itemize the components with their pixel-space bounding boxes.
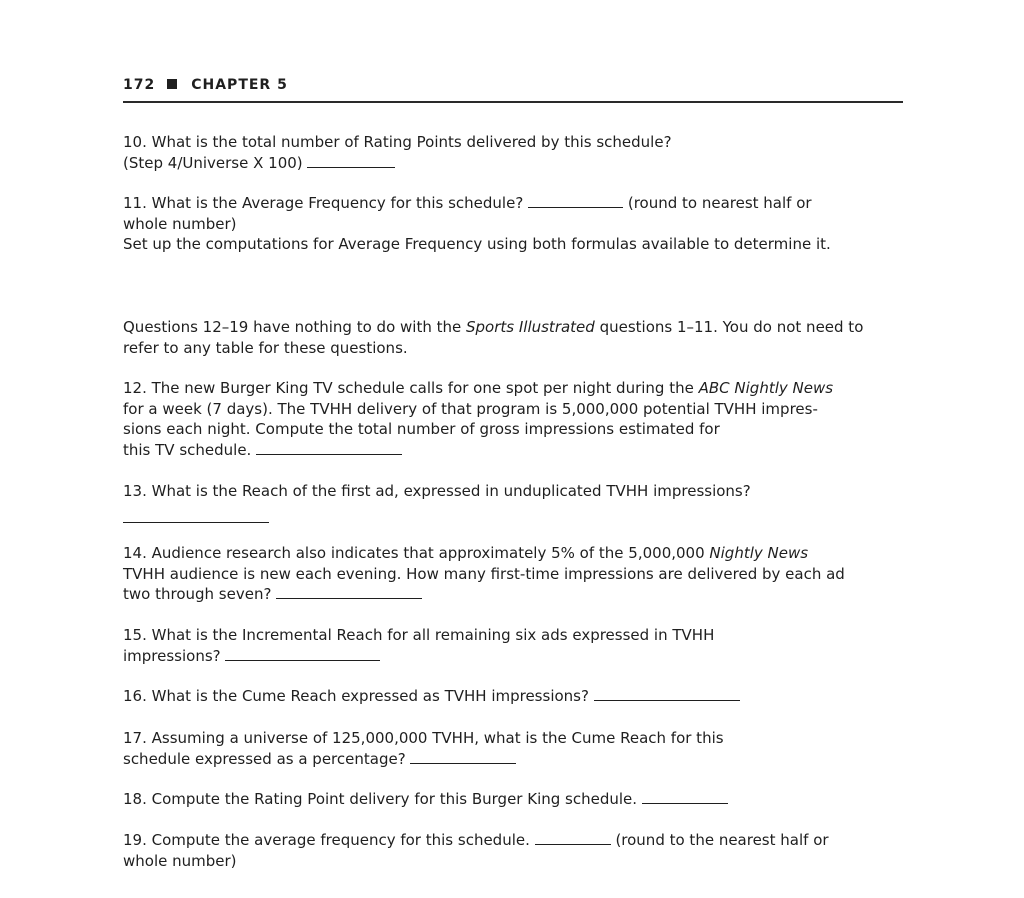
q14-answer-blank[interactable]	[276, 584, 422, 599]
q12-line1a: 12. The new Burger King TV schedule calls for one spot per night during the	[123, 379, 699, 397]
q16-line1: 16. What is the Cume Reach expressed as TVHH impressions?	[123, 687, 589, 705]
intro-line2: refer to any table for these questions.	[123, 338, 408, 357]
intro-part1: Questions 12–19 have nothing to do with the	[123, 318, 466, 336]
page-header	[123, 77, 903, 103]
question-18	[123, 789, 913, 810]
q17-answer-blank[interactable]	[410, 749, 516, 764]
question-17	[123, 728, 913, 769]
q10-line2: (Step 4/Universe X 100)	[123, 153, 303, 172]
q17-line2: schedule expressed as a percentage?	[123, 749, 406, 768]
q11-line1b: (round to nearest half or	[627, 194, 812, 212]
question-13	[123, 481, 913, 523]
q17-line1: 17. Assuming a universe of 125,000,000 TVHH, what is the Cume Reach for this	[123, 729, 724, 747]
q19-line1a: 19. Compute the average frequency for this schedule.	[123, 831, 530, 849]
q13-line1: 13. What is the Reach of the first ad, expressed in unduplicated TVHH impressions?	[123, 482, 751, 500]
q11-line2: whole number)	[123, 214, 237, 233]
question-19	[123, 830, 913, 871]
q16-answer-blank[interactable]	[594, 686, 740, 701]
q15-line1: 15. What is the Incremental Reach for all remaining six ads expressed in TVHH	[123, 626, 715, 644]
q12-line3: sions each night. Compute the total number of gross impressions estimated for	[123, 420, 720, 438]
q12-line1-italic: ABC Nightly News	[698, 379, 834, 397]
q18-line1: 18. Compute the Rating Point delivery for this Burger King schedule.	[123, 790, 638, 808]
question-16	[123, 686, 913, 707]
page-number: 172	[123, 77, 156, 93]
q14-line1-italic: Nightly News	[709, 544, 809, 562]
q12-line4: this TV schedule.	[123, 440, 252, 459]
question-10	[123, 132, 913, 173]
intro-italic: Sports Illustrated	[466, 318, 595, 336]
q14-line1a: 14. Audience research also indicates that approximately 5% of the 5,000,000	[123, 544, 710, 562]
intro-note	[123, 317, 913, 358]
q10-answer-blank[interactable]	[307, 153, 395, 168]
question-14	[123, 543, 913, 605]
square-bullet-icon	[167, 79, 177, 89]
q12-answer-blank[interactable]	[256, 440, 402, 455]
q15-line2: impressions?	[123, 646, 221, 665]
q12-line2: for a week (7 days). The TVHH delivery of that program is 5,000,000 potential TVHH impres-	[123, 399, 818, 418]
question-12	[123, 378, 913, 460]
q19-line1b: (round to the nearest half or	[615, 831, 829, 849]
intro-part2: questions 1–11. You do not need to	[594, 318, 864, 336]
q18-answer-blank[interactable]	[642, 789, 728, 804]
q19-answer-blank[interactable]	[535, 830, 611, 845]
q10-line1: 10. What is the total number of Rating Points delivered by this schedule?	[123, 133, 672, 151]
chapter-title: CHAPTER 5	[191, 77, 288, 93]
q11-line3: Set up the computations for Average Frequency using both formulas available to determine it.	[123, 235, 831, 253]
q15-answer-blank[interactable]	[225, 646, 380, 661]
q14-line2: TVHH audience is new each evening. How many first-time impressions are delivered by each ad	[123, 564, 845, 583]
question-15	[123, 625, 913, 666]
q11-answer-blank[interactable]	[528, 193, 623, 208]
q13-answer-blank[interactable]	[123, 508, 269, 523]
question-11	[123, 193, 913, 255]
q11-line1a: 11. What is the Average Frequency for this schedule?	[123, 194, 524, 212]
q19-line2: whole number)	[123, 851, 237, 870]
q14-line3: two through seven?	[123, 585, 272, 603]
